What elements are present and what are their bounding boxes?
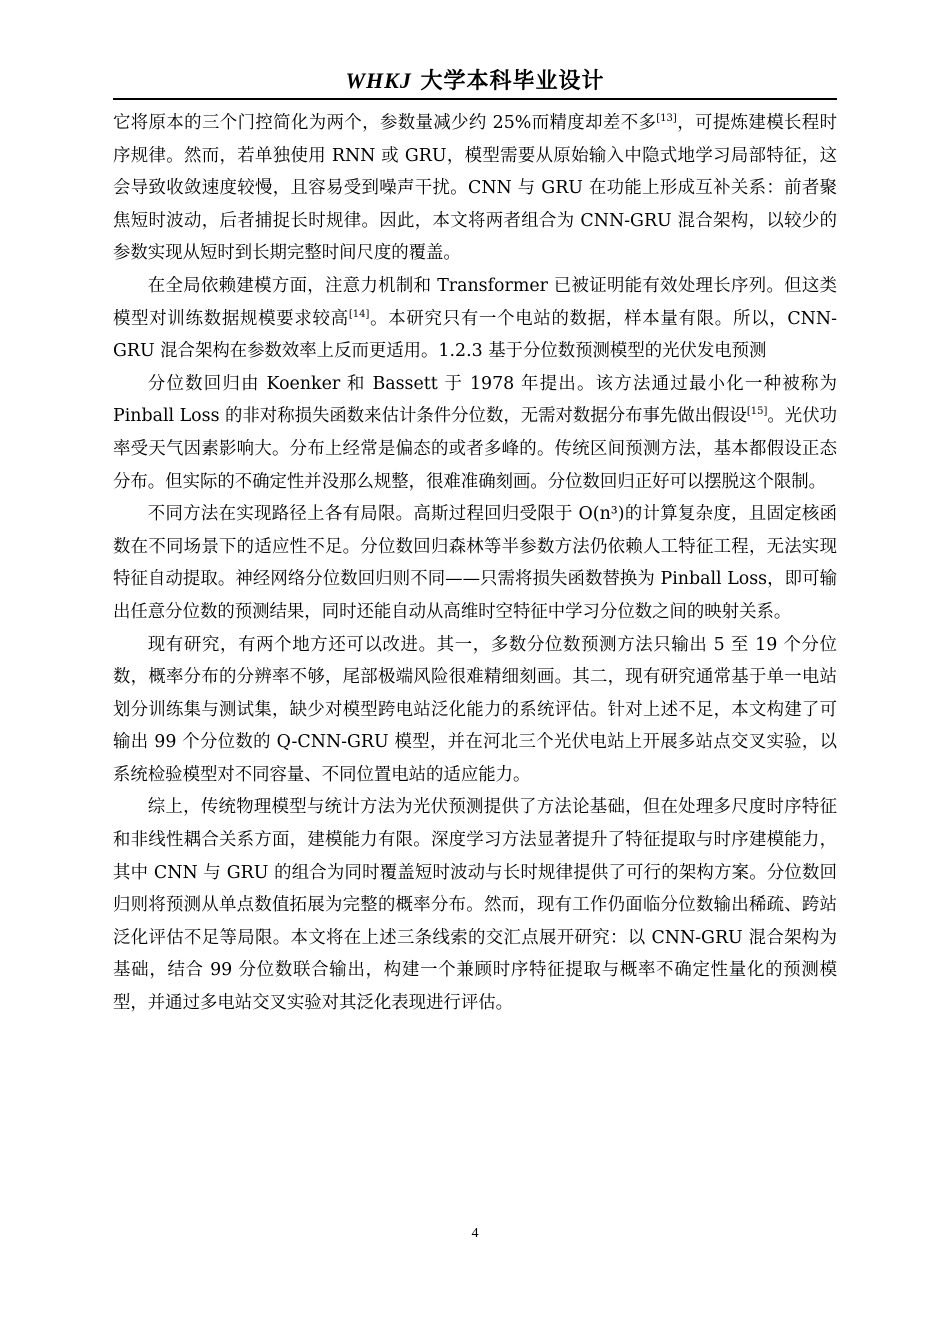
paragraph-text: 现有研究，有两个地方还可以改进。其一，多数分位数预测方法只输出 5 至 19 个分位数，概率分布的分辨率不够，尾部极端风险很难精细刻画。其二，现有研究通常基于单一电站划分训练集与测试集，缺少对模型跨电站泛化能力的系统评估。针对上述不足，本文构建了可输出 99 个分位数的 Q-CNN-GRU 模型，并在河北三个光伏电站上开展多站点交叉实验，以系统检验模型对不同容量、不同位置电站的适应能力。 [113,634,837,785]
paragraph-text: 分位数回归由 Koenker 和 Bassett 于 1978 年提出。该方法通过最小化一种被称为 Pinball Loss 的非对称损失函数来估计条件分位数，无需对数据分布事先做出假设 [113,373,837,427]
header-abbr: WHKJ [345,68,412,93]
paragraph-text: 在全局依赖建模方面，注意力机制和 Transformer 已被证明能有效处理长序列。但这类模型对训练数据规模要求较高 [113,275,837,329]
citation-ref: [15] [746,406,768,418]
header-title [345,64,604,95]
paragraph-text: 它将原本的三个门控简化为两个，参数量减少约 25%而精度却差不多 [113,113,657,133]
header-rule [113,98,837,100]
paragraph [113,107,837,270]
citation-ref: [13] [656,113,677,125]
paragraph [113,498,837,628]
body-text [113,107,837,1020]
page-header [113,60,837,100]
paragraph-text: 。本研究只有一个电站的数据，样本量有限。所以，CNN-GRU 混合架构在参数效率上反而更适用。1.2.3 基于分位数预测模型的光伏发电预测 [113,308,837,362]
paragraph-text: 综上，传统物理模型与统计方法为光伏预测提供了方法论基础，但在处理多尺度时序特征和非线性耦合关系方面，建模能力有限。深度学习方法显著提升了特征提取与时序建模能力，其中 CNN 与 GRU 的组合为同时覆盖短时波动与长时规律提供了可行的架构方案。分位数回归则将预测从单点数值拓展为完整的概率分布。然而，现有工作仍面临分位数输出稀疏、跨站泛化评估不足等局限。本文将在上述三条线索的交汇点展开研究：以 CNN-GRU 混合架构为基础，结合 99 分位数联合输出，构建一个兼顾时序特征提取与概率不确定性量化的预测模型，并通过多电站交叉实验对其泛化表现进行评估。 [113,797,837,1014]
paragraph [113,270,837,368]
citation-ref: [14] [348,308,370,320]
paragraph-text: ，可提炼建模长程时序规律。然而，若单独使用 RNN 或 GRU，模型需要从原始输入中隐式地学习局部特征，这会导致收敛速度较慢，且容易受到噪声干扰。CNN 与 GRU 在功能上形成互补关系：前者聚焦短时波动，后者捕捉长时规律。因此，本文将两者组合为 CNN-GRU 混合架构，以较少的参数实现从短时到长期完整时间尺度的覆盖。 [113,113,837,264]
paragraph-text: 不同方法在实现路径上各有局限。高斯过程回归受限于 O(n³)的计算复杂度，且固定核函数在不同场景下的适应性不足。分位数回归森林等半参数方法仍依赖人工特征工程，无法实现特征自动提取。神经网络分位数回归则不同——只需将损失函数替换为 Pinball Loss，即可输出任意分位数的预测结果，同时还能自动从高维时空特征中学习分位数之间的映射关系。 [113,504,837,622]
paragraph [113,368,837,498]
page-number: 4 [471,1226,479,1241]
paragraph-text: 。光伏功率受天气因素影响大。分布上经常是偏态的或者多峰的。传统区间预测方法，基本都假设正态分布。但实际的不确定性并没那么规整，很难准确刻画。分位数回归正好可以摆脱这个限制。 [113,406,837,492]
paragraph [113,629,837,792]
header-title-text: 大学本科毕业设计 [420,68,605,94]
paragraph [113,791,837,1019]
